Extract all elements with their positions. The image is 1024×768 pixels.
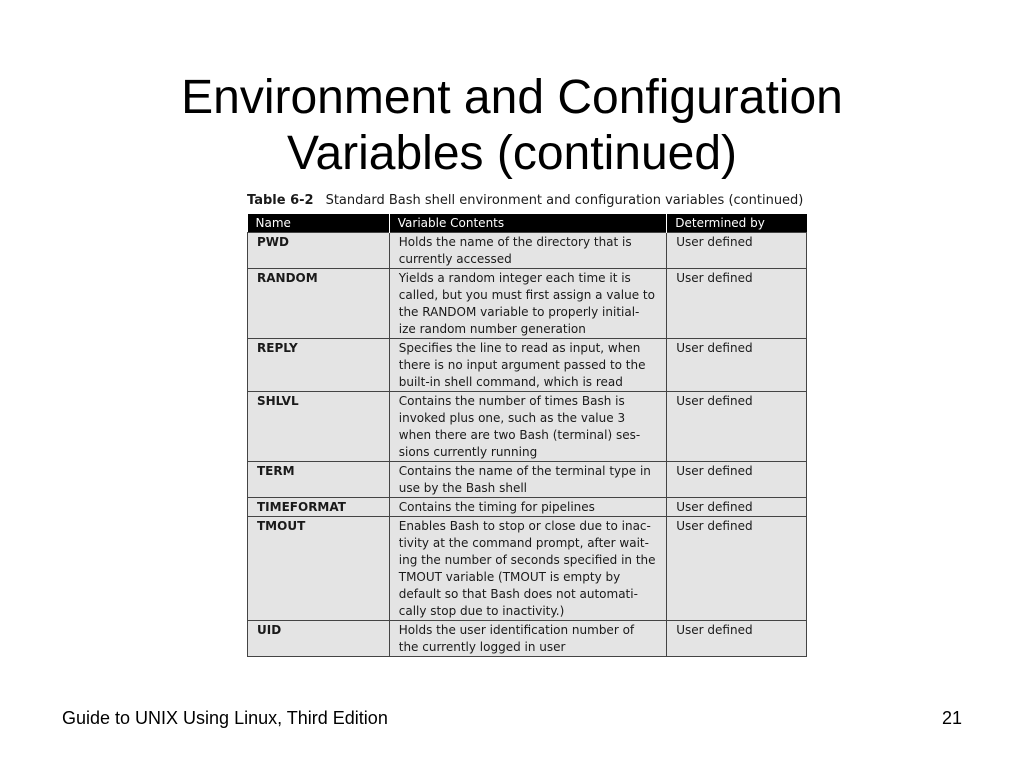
table-body [248, 233, 807, 657]
variable-name-cell: TMOUT [248, 517, 390, 621]
variable-contents-line: use by the Bash shell [398, 481, 528, 495]
table-row [248, 233, 807, 269]
variable-contents-cell [389, 498, 666, 517]
variable-name-cell: PWD [248, 233, 390, 269]
variable-contents-line: Contains the timing for pipelines [398, 500, 595, 514]
table-row [248, 621, 807, 657]
table-figure [247, 190, 813, 657]
variable-contents-line: Holds the user identification number of [398, 623, 635, 637]
variable-contents-line: the RANDOM variable to properly initial- [398, 305, 640, 319]
variable-contents-cell [389, 392, 666, 462]
variable-contents-cell [389, 233, 666, 269]
variable-contents-line: called, but you must first assign a value to [398, 288, 655, 302]
variable-contents-line: default so that Bash does not automati- [398, 587, 638, 601]
variable-name-cell: REPLY [248, 339, 390, 392]
variable-contents-line: Contains the number of times Bash is [398, 394, 625, 408]
table-header-row [248, 214, 807, 233]
variable-contents-cell [389, 339, 666, 392]
variable-contents-line: currently accessed [398, 252, 512, 266]
variable-contents-line: when there are two Bash (terminal) ses- [398, 428, 641, 442]
slide-title [0, 70, 1024, 182]
variable-contents-line: Yields a random integer each time it is [398, 271, 631, 285]
slide-title-line: Environment and Configuration [181, 71, 843, 125]
determined-by-cell: User defined [667, 462, 807, 498]
variable-contents-line: Holds the name of the directory that is [398, 235, 632, 249]
variable-name-cell: UID [248, 621, 390, 657]
variable-name-cell: TIMEFORMAT [248, 498, 390, 517]
variable-contents-line: TMOUT variable (TMOUT is empty by [398, 570, 621, 584]
variable-contents-line: ize random number generation [398, 322, 586, 336]
determined-by-cell: User defined [667, 621, 807, 657]
table-caption [247, 190, 813, 214]
table-caption-label: Table 6-2 [247, 193, 314, 208]
determined-by-cell: User defined [667, 517, 807, 621]
variables-table [247, 214, 807, 657]
variable-contents-line: ing the number of seconds specified in the [398, 553, 656, 567]
determined-by-cell: User defined [667, 233, 807, 269]
table-row [248, 339, 807, 392]
variable-contents-cell [389, 517, 666, 621]
column-header-variable-contents: Variable Contents [389, 214, 666, 233]
variable-name-cell: TERM [248, 462, 390, 498]
variable-name-cell: SHLVL [248, 392, 390, 462]
determined-by-cell: User defined [667, 498, 807, 517]
table-row [248, 462, 807, 498]
variable-contents-line: sions currently running [398, 445, 538, 459]
page-number: 21 [941, 708, 962, 728]
variable-contents-line: the currently logged in user [398, 640, 566, 654]
table-caption-text: Standard Bash shell environment and configuration variables (continued) [325, 193, 804, 208]
table-row [248, 269, 807, 339]
footer-book-title: Guide to UNIX Using Linux, Third Edition [62, 708, 388, 728]
variable-contents-line: invoked plus one, such as the value 3 [398, 411, 626, 425]
variable-contents-cell [389, 621, 666, 657]
variable-name-cell: RANDOM [248, 269, 390, 339]
variable-contents-line: built-in shell command, which is read [398, 375, 623, 389]
table-row [248, 392, 807, 462]
variable-contents-line: tivity at the command prompt, after wait- [398, 536, 649, 550]
column-header-name: Name [248, 214, 390, 233]
column-header-determined-by: Determined by [667, 214, 807, 233]
table-row [248, 498, 807, 517]
variable-contents-line: there is no input argument passed to the [398, 358, 646, 372]
slide-title-line: Variables (continued) [286, 127, 738, 181]
variable-contents-cell [389, 269, 666, 339]
variable-contents-line: Enables Bash to stop or close due to inac- [398, 519, 651, 533]
variable-contents-line: cally stop due to inactivity.) [398, 604, 565, 618]
variable-contents-line: Specifies the line to read as input, when [398, 341, 641, 355]
variable-contents-cell [389, 462, 666, 498]
determined-by-cell: User defined [667, 339, 807, 392]
determined-by-cell: User defined [667, 269, 807, 339]
variable-contents-line: Contains the name of the terminal type in [398, 464, 651, 478]
table-row [248, 517, 807, 621]
determined-by-cell: User defined [667, 392, 807, 462]
